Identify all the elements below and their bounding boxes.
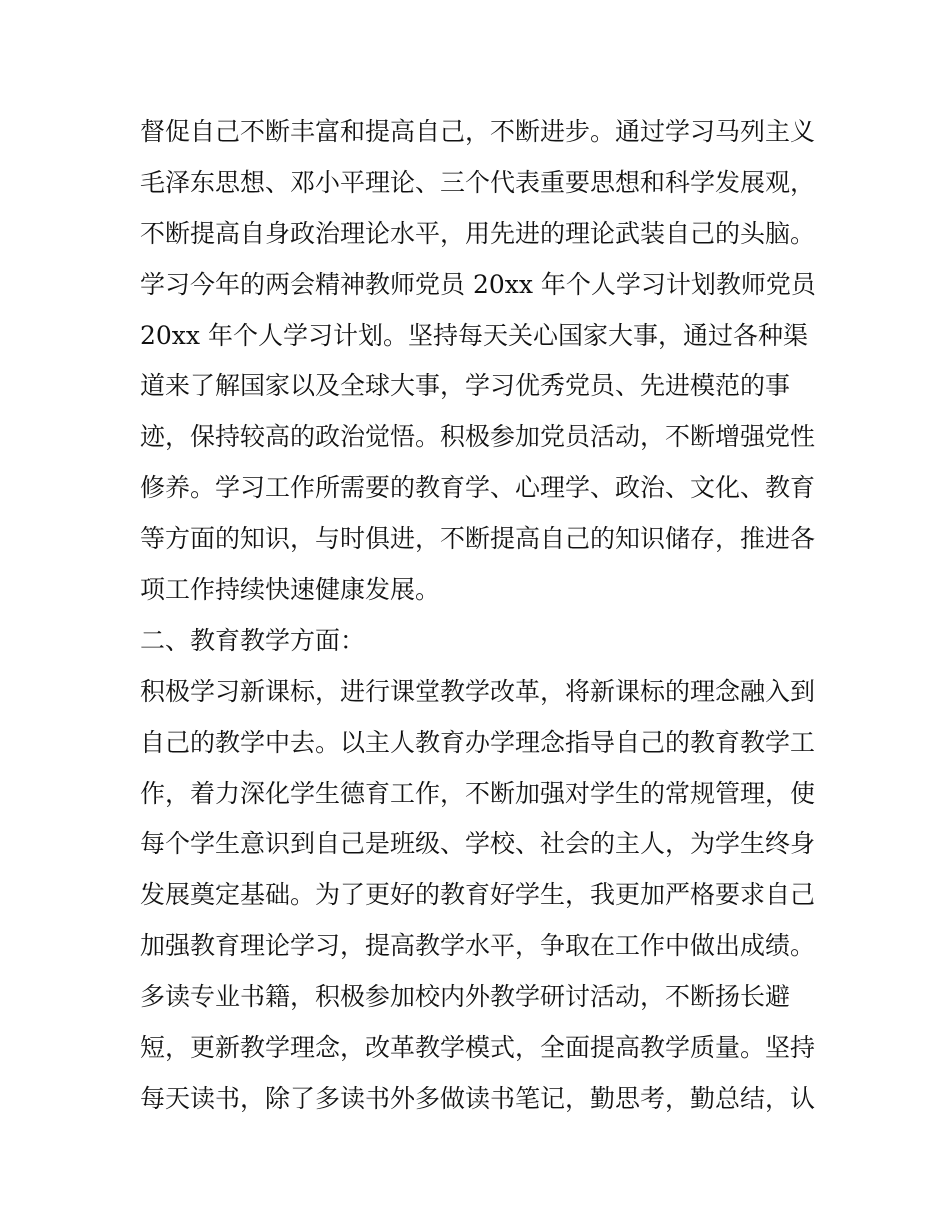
text-line: 加强教育理论学习，提高教学水平，争取在工作中做出成绩。 bbox=[140, 931, 816, 961]
text-line: 短，更新教学理念，改革教学模式，全面提高教学质量。坚持 bbox=[140, 1033, 816, 1063]
text-line: 20xx 年个人学习计划。坚持每天关心国家大事，通过各种渠 bbox=[140, 320, 808, 350]
text-line: 项工作持续快速健康发展。 bbox=[140, 575, 441, 605]
text-line: 不断提高自身政治理论水平，用先进的理论武装自己的头脑。 bbox=[140, 218, 816, 248]
text-line: 毛泽东思想、邓小平理论、三个代表重要思想和科学发展观， bbox=[140, 167, 816, 197]
text-line: 学习今年的两会精神教师党员 20xx 年个人学习计划教师党员 bbox=[140, 269, 816, 299]
text-line: 自己的教学中去。以主人教育办学理念指导自己的教育教学工 bbox=[140, 727, 816, 757]
text-line: 每个学生意识到自己是班级、学校、社会的主人，为学生终身 bbox=[140, 829, 816, 859]
text-line: 迹，保持较高的政治觉悟。积极参加党员活动，不断增强党性 bbox=[140, 422, 816, 452]
text-line: 积极学习新课标，进行课堂教学改革，将新课标的理念融入到 bbox=[140, 676, 816, 706]
text-line: 督促自己不断丰富和提高自己，不断进步。通过学习马列主义 bbox=[140, 117, 816, 146]
text-line: 修养。学习工作所需要的教育学、心理学、政治、文化、教育 bbox=[140, 473, 816, 503]
text-line: 多读专业书籍，积极参加校内外教学研讨活动，不断扬长避 bbox=[140, 982, 791, 1012]
document-body bbox=[140, 107, 820, 1125]
text-line: 道来了解国家以及全球大事，学习优秀党员、先进模范的事 bbox=[140, 371, 791, 401]
text-line: 每天读书，除了多读书外多做读书笔记，勤思考，勤总结，认 bbox=[140, 1083, 816, 1113]
text-line: 作，着力深化学生德育工作，不断加强对学生的常规管理，使 bbox=[140, 778, 816, 808]
section-heading: 二、教育教学方面： bbox=[140, 625, 366, 655]
text-line: 发展奠定基础。为了更好的教育好学生，我更加严格要求自己 bbox=[140, 880, 816, 910]
text-line: 等方面的知识，与时俱进，不断提高自己的知识储存，推进各 bbox=[140, 524, 816, 554]
